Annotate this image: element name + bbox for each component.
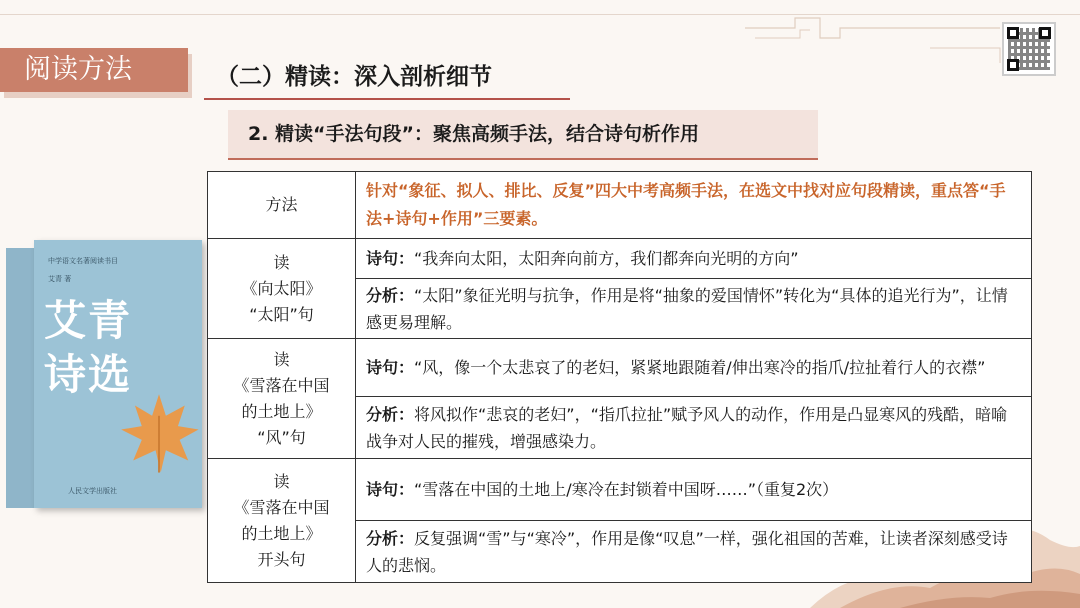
table-row	[208, 172, 1032, 239]
book-series: 中学语文名著阅读书目	[48, 257, 118, 265]
poem-cell	[356, 459, 1032, 521]
maple-leaf-icon	[116, 390, 202, 476]
row-label-line: 读	[273, 252, 290, 272]
row-label-line: “风”句	[257, 427, 306, 447]
book-front	[34, 240, 202, 508]
analysis-cell	[356, 397, 1032, 459]
book-author: 艾青 著	[48, 275, 72, 283]
row-label	[208, 459, 356, 583]
analysis-text: 将风拟作“悲哀的老妇”，“指爪拉扯”赋予风人的动作，作用是凸显寒风的残酷，暗喻战争对人民的摧残，增强感染力。	[366, 404, 1008, 451]
poem-label: 诗句：	[366, 358, 415, 377]
poem-label: 诗句：	[366, 249, 415, 268]
row-label	[208, 239, 356, 339]
row-label-line: 读	[273, 349, 290, 369]
analysis-label: 分析：	[366, 404, 415, 424]
analysis-text: “太阳”象征光明与抗争，作用是将“抽象的爱国情怀”转化为“具体的追光行为”，让情感更易理解。	[366, 285, 1008, 332]
method-table	[207, 171, 1032, 583]
poem-text: “雪落在中国的土地上/寒冷在封锁着中国呀……”（重复2次）	[414, 480, 839, 499]
analysis-label: 分析：	[366, 285, 415, 305]
book-title: 艾青诗选	[44, 296, 133, 399]
row-label-line: 《向太阳》	[241, 278, 322, 298]
row-label	[208, 339, 356, 459]
book-spine	[6, 248, 36, 508]
page-title: （二）精读：深入剖析细节	[216, 64, 492, 90]
row-label-line: 《雪落在中国	[233, 375, 330, 395]
row-label-line: 开头句	[257, 549, 306, 569]
poem-label: 诗句：	[366, 480, 415, 499]
method-desc: 针对“象征、拟人、排比、反复”四大中考高频手法，在选文中找对应句段精读，重点答“手法+诗句+作用”三要素。	[356, 172, 1032, 239]
row-label-line: 的土地上》	[241, 401, 322, 421]
decorative-lines	[700, 8, 1020, 78]
qr-code-icon	[1002, 22, 1056, 76]
analysis-label: 分析：	[366, 528, 415, 548]
table-row	[208, 339, 1032, 397]
row-label-line: 的土地上》	[241, 523, 322, 543]
poem-text: “我奔向太阳，太阳奔向前方，我们都奔向光明的方向”	[414, 249, 799, 268]
book-publisher: 人民文学出版社	[68, 487, 117, 495]
poem-text: “风，像一个太悲哀了的老妇，紧紧地跟随着/伸出寒冷的指爪/拉扯着行人的衣襟”	[414, 358, 986, 377]
title-underline	[204, 98, 570, 100]
analysis-cell	[356, 279, 1032, 339]
method-label: 方法	[208, 172, 356, 239]
book-cover-image	[6, 240, 202, 510]
table-row	[208, 459, 1032, 521]
table-row	[208, 239, 1032, 279]
row-label-line: 读	[273, 471, 290, 491]
section-tag: 阅读方法	[0, 48, 188, 92]
subtitle: 2. 精读“手法句段”：聚焦高频手法，结合诗句析作用	[228, 110, 818, 160]
poem-cell	[356, 239, 1032, 279]
row-label-line: “太阳”句	[249, 304, 314, 324]
analysis-cell	[356, 521, 1032, 583]
row-label-line: 《雪落在中国	[233, 497, 330, 517]
analysis-text: 反复强调“雪”与“寒冷”，作用是像“叹息”一样，强化祖国的苦难，让读者深刻感受诗人的悲悯。	[366, 528, 1008, 575]
poem-cell	[356, 339, 1032, 397]
